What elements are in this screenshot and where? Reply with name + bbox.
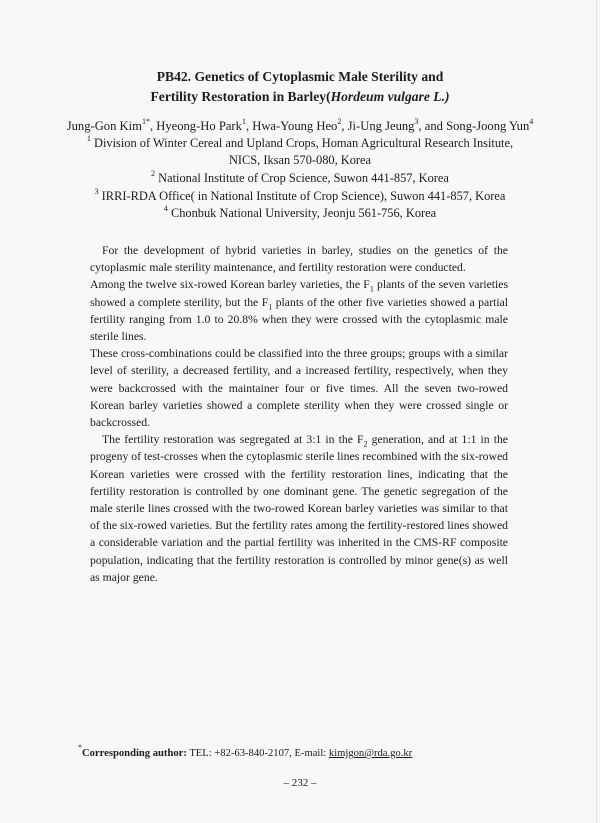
abstract-paragraph-4: The fertility restoration was segregated at 3:1 in the $F_2$ generation, and at 1:1 in the progeny of test-crosses when the cytoplasmic sterile lines recombined with the six-rowed Korean varieties were crossed with the fertility restoration lines, indicating that the fertility restoration is controlled by one dominant gene. The genetic segregation of the male sterile lines crossed with the two-rowed Korean barley varieties was similar to that of the six-rowed varieties. But the fertility rates among the fertility-restored lines showed a considerable variation and the partial fertility was inherited in the CMS-RF composite population, indicating that the fertility restoration is controlled by minor gene(s) as well as major gene.: [90, 433, 508, 584]
author-list: [40, 117, 560, 135]
author: Hwa-Young Heo$^2$,: [252, 116, 348, 133]
author: Song-Joong Yun$^4$: [446, 116, 534, 133]
abstract-paragraph-2: Among the twelve six-rowed Korean barley varieties, the $F_1$ plants of the seven varieties showed a complete sterility, but the $F_1$ plants of the other five varieties showed a partial fertility ranging from 1.0 to 20.8% when they were crossed with the cytoplasmic male sterile lines.: [90, 278, 509, 344]
affiliation-3: $^3$ IRRI-RDA Office( in National Institute of Crop Science), Suwon 441-857, Korea: [94, 186, 506, 203]
affiliation-2: $^2$ National Institute of Crop Science, Suwon 441-857, Korea: [151, 168, 449, 185]
abstract-paragraph-3: These cross-combinations could be classified into the three groups; groups with a similar level of sterility, a decreased fertility, and a increased fertility, respectively, when they were backcrossed with the maintainer four or five times. All the seven two-rowed Korean barley varieties showed a complete sterility when they were crossed single or backcrossed.: [90, 347, 508, 430]
author: Hyeong-Ho Park$^1$,: [156, 116, 253, 133]
affiliation-4: $^4$ Chonbuk National University, Jeonju 561-756, Korea: [163, 203, 437, 220]
author: Jung-Gon Kim$^{1*}$,: [66, 116, 157, 133]
title-line-2-text: Fertility Restoration in Barley(: [150, 89, 331, 104]
title-line-2: [60, 87, 540, 107]
footnote-label: Corresponding author:: [82, 748, 187, 759]
title-species: Hordeum vulgare L.): [330, 89, 450, 104]
corresponding-author-footnote: *Corresponding author: TEL: +82-63-840-2107, E-mail: kimjgon@rda.go.kr: [78, 743, 413, 759]
abstract-body: [90, 242, 508, 586]
scan-edge: [596, 0, 597, 823]
page-number: – 232 –: [283, 777, 317, 789]
affiliation-1: $^1$ Division of Winter Cereal and Upland Crops, Homan Agricultural Research Insitute, NICS, Iksan 570-080, Korea: [86, 133, 514, 167]
paper-title: [60, 67, 540, 107]
author: Ji-Ung Jeung$^3$, and: [347, 116, 447, 133]
email-link[interactable]: kimjgon@rda.go.kr: [328, 748, 413, 759]
title-line-1: PB42. Genetics of Cytoplasmic Male Sterility and: [156, 69, 444, 84]
abstract-paragraph-1: For the development of hybrid varieties in barley, studies on the genetics of the cytoplasmic male sterility maintenance, and fertility restoration were conducted.: [90, 244, 508, 275]
